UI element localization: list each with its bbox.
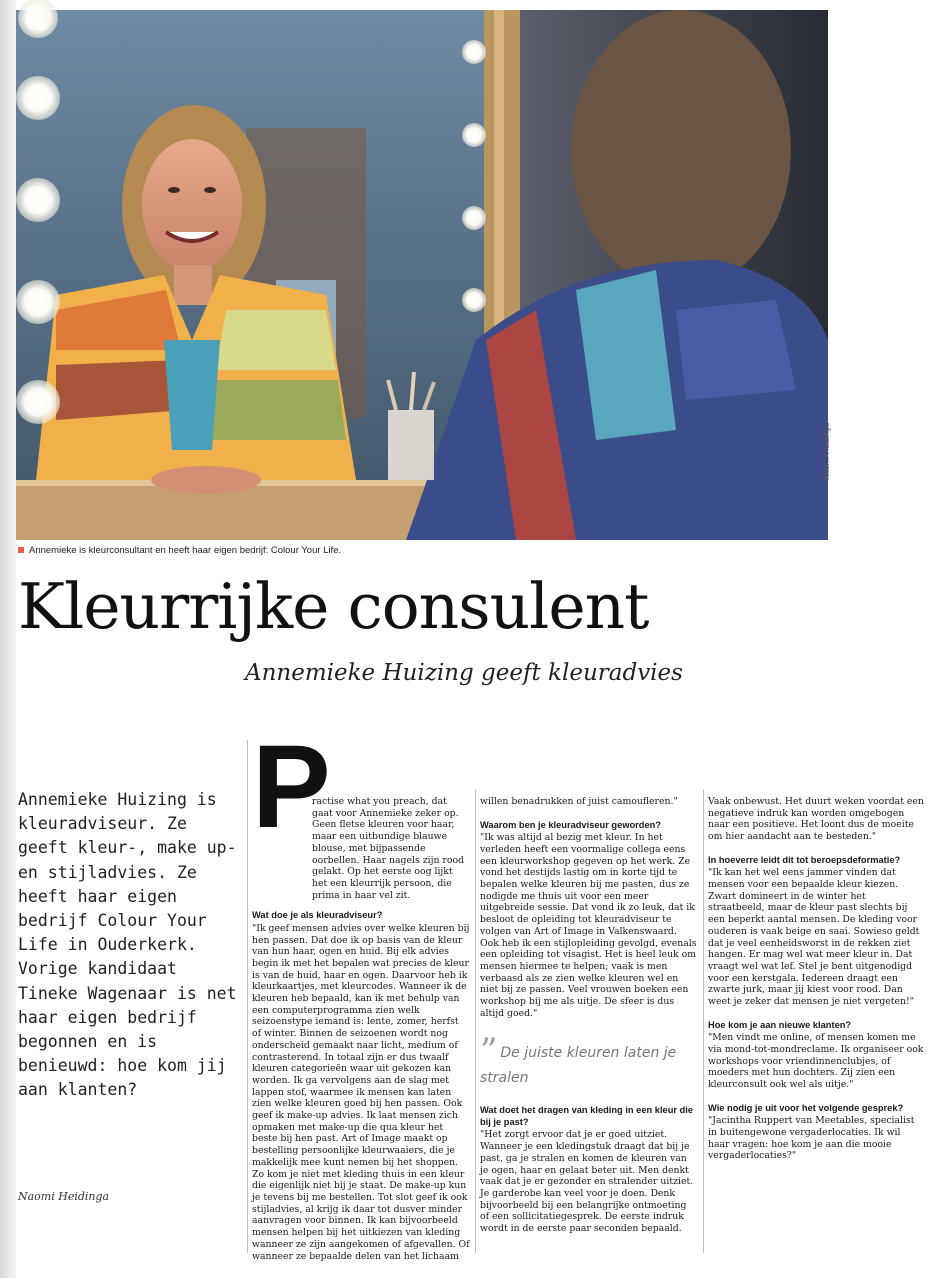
question-heading: In hoeverre leidt dit tot beroepsdeformatie? (708, 854, 901, 865)
pull-quote-text: De juiste kleuren laten je stralen (480, 1045, 677, 1087)
pull-quote (480, 1031, 698, 1091)
page-gutter (0, 0, 16, 1278)
caption-text: Annemieke is kleurconsultant en heeft haar eigen bedrijf: Colour Your Life. (29, 545, 342, 556)
column-rule (703, 790, 704, 1253)
lead-paragraph: ractise what you preach, dat gaat voor Annemieke zeker op. Geen fletse kleuren voor haar, maar een uitbundige blauwe blouse, met bijpassende oorbellen. Haar nagels zijn rood gelakt. Op het eerste oog lijkt het een kleurrijk persoon, die prima in haar vel zit. (312, 796, 465, 901)
article-column-1 (252, 796, 470, 1262)
continued-paragraph: Vaak onbewust. Het duurt weken voordat een negatieve indruk kan worden omgebogen naar een positieve. Het loont dus de moeite om hier aandacht aan te besteden." (708, 796, 924, 843)
question-heading: Wie nodig je uit voor het volgende gesprek? (708, 1102, 904, 1113)
answer-paragraph: "Men vindt me online, of mensen komen me via mond-tot-mondreclame. Ik organiseer ook workshops voor vriendinnenclubjes, of moeders met hun dochters. Zij zien een kleurconsult ook wel als uitje." (708, 1032, 924, 1091)
photo-illustration (16, 10, 828, 540)
continued-paragraph: willen benadrukken of juist camoufleren." (480, 796, 678, 807)
question-heading: Waarom ben je kleuradviseur geworden? (480, 819, 661, 830)
author-name: Naomi Heidinga (18, 1190, 110, 1203)
quote-mark-icon: ” (480, 1031, 498, 1072)
answer-paragraph: "Het zorgt ervoor dat je er goed uitziet. Wanneer je een kledingstuk draagt dat bij je past, ga je stralen en komen de kleuren van je ogen, haar en gelaat beter uit. Men denkt vaak dat je er gezonder en stralender uitziet. Je garderobe kan veel voor je doen. Denk bijvoorbeeld bij een belangrijke ontmoeting of een sollicitatiegesprek. De eerste indruk wordt in de eerste paar seconden bepaald. (480, 1129, 694, 1235)
article-column-2 (480, 796, 698, 1258)
answer-paragraph: "Ik was altijd al bezig met kleur. In het verleden heeft een voormalige collega eens een kleurworkshop gegeven op het werk. Ze vond het destijds lastig om in korte tijd te bepalen welke kleuren bij me pasten, dus ze nodigde me thuis uit voor een meer uitgebreide sessie. Dat vond ik zo leuk, dat ik besloot de opleiding tot kleuradviseur te volgen van Art of Image in Valkenswaard. Ook heb ik een stijlopleiding gevolgd, evenals een opleiding tot visagist. Het is heel leuk om mensen hiermee te helpen; vaak is men verbaasd als ze zien welke kleuren wel en niet bij ze passen. Veel vrouwen boeken een workshop bij me als uitje. De sfeer is dus altijd goed." (480, 832, 697, 1019)
header-photo (16, 10, 828, 540)
question-heading: Wat doet het dragen van kleding in een kleur die bij je past? (480, 1105, 694, 1127)
question-heading: Hoe kom je aan nieuwe klanten? (708, 1019, 852, 1030)
photo-caption (18, 545, 341, 556)
answer-paragraph: "Jacintha Ruppert van Meetables, specialist in buitengewone vergaderlocaties. Ik wil haar vragen: hoe kom je aan die mooie vergaderlocaties?" (708, 1115, 915, 1162)
photo-credit: Naomi Heidinga (822, 423, 831, 480)
column-rule (475, 790, 476, 1253)
answer-paragraph: "Ik kan het wel eens jammer vinden dat mensen voor een bepaalde kleur kiezen. Zwart domineert in de winter het straatbeeld, maar de kleur past slechts bij een beperkt aantal mensen. De kleding voor ouderen is vaak beige en saai. Sowieso geldt dat je veel eenheidsworst in de rekken ziet hangen. Er mag wel wat meer kleur in. Dat vraagt wel wat lef. Stel je bent uitgenodigd voor een kerstgala. Iedereen draagt een zwarte jurk, maar jij kiest voor rood. Dan weet je zeker dat mensen je niet vergeten!" (708, 867, 920, 1008)
article-subtitle: Annemieke Huizing geeft kleuradvies (245, 660, 683, 686)
caption-marker-icon (18, 547, 24, 553)
intro-text: Annemieke Huizing is kleuradviseur. Ze geeft kleur-, make up- en stijladvies. Ze heeft haar eigen bedrijf Colour Your Life in Ouderkerk. Vorige kandidaat Tineke Wagenaar is net haar eigen bedrijf begonnen en is benieuwd: hoe kom jij aan klanten? (18, 790, 237, 1100)
article-title: Kleurrijke consulent (18, 570, 649, 643)
question-heading: Wat doe je als kleuradviseur? (252, 910, 383, 921)
article-column-3 (708, 796, 924, 1216)
answer-paragraph: "Ik geef mensen advies over welke kleuren bij hen passen. Dat doe ik op basis van de kleur van hun haar, ogen en huid. Bij elk advies begin ik met het bepalen wat precies de kleur is van de huid, haar en ogen. Daarvoor heb ik kleurkaartjes, met kleurcodes. Wanneer ik de kleuren heb bepaald, kan ik met behulp van een computerprogramma zien welk seizoenstype iemand is: lente, zomer, herfst of winter. Binnen de seizoenen wordt nog onderscheid gemaakt naar licht, medium of contrasterend. In totaal zijn er dus twaalf kleuren categorieën waar uit gekozen kan worden. Ik ga vervolgens aan de slag met lappen stof, waarmee ik mensen kan laten zien welke kleuren goed bij hen passen. Ook geef ik make-up advies. Ik laat mensen zich opmaken met make-up die qua kleur het beste bij hen past. Art of Image maakt op bestelling persoonlijke kleurwaaiers, die je makkelijk mee kunt nemen bij het shoppen. Zo kom je niet met kleding thuis in een kleur die eigenlijk niet bij je staat. De make-up kun je tevens bij me bestellen. Tot slot geef ik ook stijladvies, al krijg ik daar tot dusver minder aanvragen voor binnen. Ik kan bijvoorbeeld mensen helpen bij het uitkiezen van kleding wanneer ze zijn aangekomen of afgevallen. Of wanneer ze bepaalde delen van het lichaam (252, 922, 470, 1262)
column-rule (247, 740, 248, 1253)
drop-cap: P (252, 721, 331, 853)
